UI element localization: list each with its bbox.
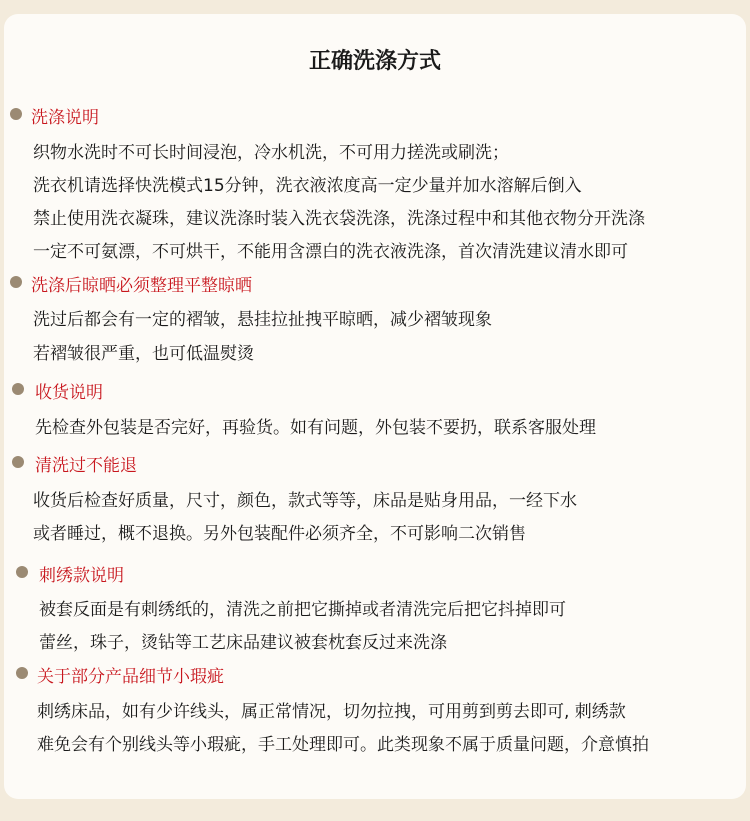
section-line: 先检查外包装是否完好，再验货。如有问题，外包装不要扔，联系客服处理 [35,418,596,438]
section-line: 若褶皱很严重，也可低温熨烫 [33,344,254,364]
bullet-icon [12,456,24,468]
section-line: 蕾丝，珠子，烫钻等工艺床品建议被套枕套反过来洗涤 [39,633,447,653]
section-heading-no-return: 清洗过不能退 [35,456,137,476]
section-heading-drying: 洗涤后晾晒必须整理平整晾晒 [31,276,252,296]
section-line: 一定不可氨漂，不可烘干，不能用含漂白的洗衣液洗涤，首次清洗建议清水即可 [33,242,628,262]
section-heading-wash: 洗涤说明 [31,108,99,128]
section-heading-flaws: 关于部分产品细节小瑕疵 [37,667,224,687]
section-line: 禁止使用洗衣凝珠，建议洗涤时装入洗衣袋洗涤，洗涤过程中和其他衣物分开洗涤 [33,209,645,229]
bullet-icon [10,108,22,120]
section-line: 织物水洗时不可长时间浸泡，冷水机洗，不可用力搓洗或刷洗； [33,143,509,163]
section-heading-embroidery: 刺绣款说明 [39,566,124,586]
section-line: 被套反面是有刺绣纸的，清洗之前把它撕掉或者清洗完后把它抖掉即可 [39,600,566,620]
section-line: 难免会有个别线头等小瑕疵，手工处理即可。此类现象不属于质量问题，介意慎拍 [37,735,649,755]
bullet-icon [10,276,22,288]
section-line: 或者睡过，概不退换。另外包装配件必须齐全，不可影响二次销售 [33,524,526,544]
bullet-icon [12,383,24,395]
section-line: 洗过后都会有一定的褶皱，悬挂拉扯拽平晾晒，减少褶皱现象 [33,310,492,330]
section-line: 洗衣机请选择快洗模式15分钟，洗衣液浓度高一定少量并加水溶解后倒入 [33,176,582,196]
section-heading-receipt: 收货说明 [35,383,103,403]
bullet-icon [16,566,28,578]
page-title: 正确洗涤方式 [308,49,441,74]
section-line: 收货后检查好质量，尺寸，颜色，款式等等，床品是贴身用品，一经下水 [33,491,577,511]
bullet-icon [16,667,28,679]
section-line: 刺绣床品，如有少许线头，属正常情况，切勿拉拽，可用剪到剪去即可, 刺绣款 [37,702,626,722]
